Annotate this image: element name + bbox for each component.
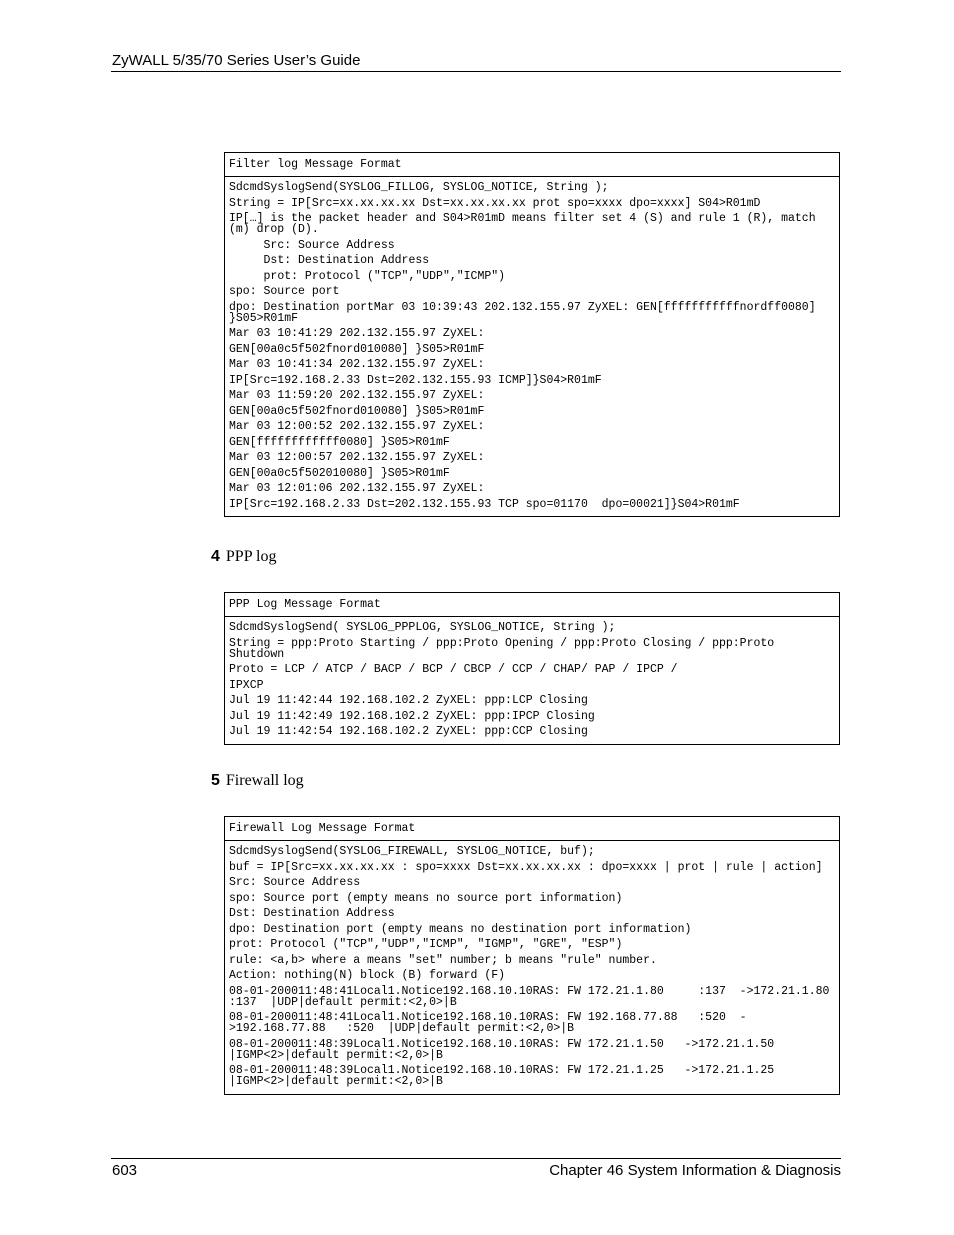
log-line: IP[Src=192.168.2.33 Dst=202.132.155.93 ICMP]}S04>R01mF [229,373,602,387]
log-line: dpo: Destination portMar 03 10:39:43 202.132.155.97 ZyXEL: GEN[fffffffffffnordff0080] }S05>R01mF [229,300,823,325]
log-line: Mar 03 11:59:20 202.132.155.97 ZyXEL: [229,389,485,402]
log-line: Mar 03 12:00:52 202.132.155.97 ZyXEL: [229,420,485,433]
firewall-log-format-box [224,816,864,1095]
log-line: String = IP[Src=xx.xx.xx.xx Dst=xx.xx.xx.xx prot spo=xxxx dpo=xxxx] S04>R01mD [229,196,761,210]
log-line: 08-01-200011:48:41Local1.Notice192.168.10.10RAS: FW 192.168.77.88 :520 ->192.168.77.88 :520 |UDP|default permit:<2,0>|B [229,1011,747,1035]
firewall-log-label: Firewall log [225,772,304,789]
log-line: GEN[00a0c5f502fnord010080] }S05>R01mF [229,342,485,356]
log-line: GEN[00a0c5f502010080] }S05>R01mF [229,466,450,480]
log-line: Mar 03 10:41:34 202.132.155.97 ZyXEL: [229,358,485,371]
log-line: GEN[ffffffffffff0080] }S05>R01mF [229,435,450,449]
log-line: Mar 03 12:01:06 202.132.155.97 ZyXEL: [229,482,485,495]
ppp-log-format-box [224,592,840,745]
header-divider [111,71,841,72]
ppp-log-format-body [225,617,839,744]
footer-page-number: 603 [112,1162,138,1179]
log-line: 08-01-200011:48:41Local1.Notice192.168.10.10RAS: FW 172.21.1.80 :137 ->172.21.1.80 :137 |UDP|default permit:<2,0>|B [229,984,864,1009]
log-line: prot: Protocol ("TCP","UDP","ICMP", "IGMP", "GRE", "ESP") [229,938,623,951]
page-header-title: ZyWALL 5/35/70 Series User’s Guide [112,52,361,69]
ppp-log-label: PPP log [225,548,277,565]
log-line: Action: nothing(N) block (B) forward (F) [229,969,506,982]
firewall-log-number: 5 [211,772,220,789]
ppp-log-number: 4 [211,548,220,565]
log-line: Src: Source Address [229,238,395,252]
log-line: IPXCP [229,678,264,692]
log-line: rule: <a,b> where a means "set" number; b means "rule" number. [229,953,657,967]
log-line: Mar 03 10:41:29 202.132.155.97 ZyXEL: [229,327,485,340]
firewall-log-format-body [225,841,864,1094]
log-line: String = ppp:Proto Starting / ppp:Proto Opening / ppp:Proto Closing / ppp:Proto Shutdown [229,636,782,661]
log-line: Dst: Destination Address [229,907,395,920]
log-line: dpo: Destination port (empty means no destination port information) [229,922,692,936]
log-line: Dst: Destination Address [229,254,430,267]
log-line: spo: Source port [229,285,340,298]
log-line: IP[Src=192.168.2.33 Dst=202.132.155.93 TCP spo=01170 dpo=00021]}S04>R01mF [229,497,740,511]
log-line: prot: Protocol ("TCP","UDP","ICMP") [229,269,506,283]
log-line: 08-01-200011:48:39Local1.Notice192.168.10.10RAS: FW 172.21.1.50 ->172.21.1.50 |IGMP<2>|default permit:<2,0>|B [229,1037,782,1062]
log-line: SdcmdSyslogSend(SYSLOG_FIREWALL, SYSLOG_NOTICE, buf); [229,845,595,858]
log-line: GEN[00a0c5f502fnord010080] }S05>R01mF [229,404,485,418]
filter-log-format-body [225,177,839,516]
footer-chapter-title: Chapter 46 System Information & Diagnosis [549,1162,841,1179]
log-line: Proto = LCP / ATCP / BACP / BCP / CBCP / CCP / CHAP/ PAP / IPCP / [229,663,678,676]
log-line: Jul 19 11:42:49 192.168.102.2 ZyXEL: ppp:IPCP Closing [229,709,595,723]
filter-log-format-title: Filter log Message Format [225,153,839,177]
log-line: IP[…] is the packet header and S04>R01mD means filter set 4 (S) and rule 1 (R), match (m) drop (D). [229,212,823,236]
firewall-log-format-title: Firewall Log Message Format [225,817,839,841]
log-line: SdcmdSyslogSend(SYSLOG_FILLOG, SYSLOG_NOTICE, String ); [229,181,609,194]
log-line: Src: Source Address [229,876,361,889]
footer-divider [111,1158,841,1159]
log-line: Mar 03 12:00:57 202.132.155.97 ZyXEL: [229,451,485,464]
log-line: Jul 19 11:42:44 192.168.102.2 ZyXEL: ppp:LCP Closing [229,694,588,707]
log-line: buf = IP[Src=xx.xx.xx.xx : spo=xxxx Dst=xx.xx.xx.xx : dpo=xxxx | prot | rule | action] [229,860,823,874]
firewall-log-heading [211,772,304,790]
log-line: Jul 19 11:42:54 192.168.102.2 ZyXEL: ppp:CCP Closing [229,725,588,738]
ppp-log-heading [211,548,276,566]
filter-log-format-box [224,152,840,517]
ppp-log-format-title: PPP Log Message Format [225,593,839,617]
log-line: 08-01-200011:48:39Local1.Notice192.168.10.10RAS: FW 172.21.1.25 ->172.21.1.25 |IGMP<2>|default permit:<2,0>|B [229,1064,782,1088]
log-line: spo: Source port (empty means no source port information) [229,891,623,905]
log-line: SdcmdSyslogSend( SYSLOG_PPPLOG, SYSLOG_NOTICE, String ); [229,621,616,634]
